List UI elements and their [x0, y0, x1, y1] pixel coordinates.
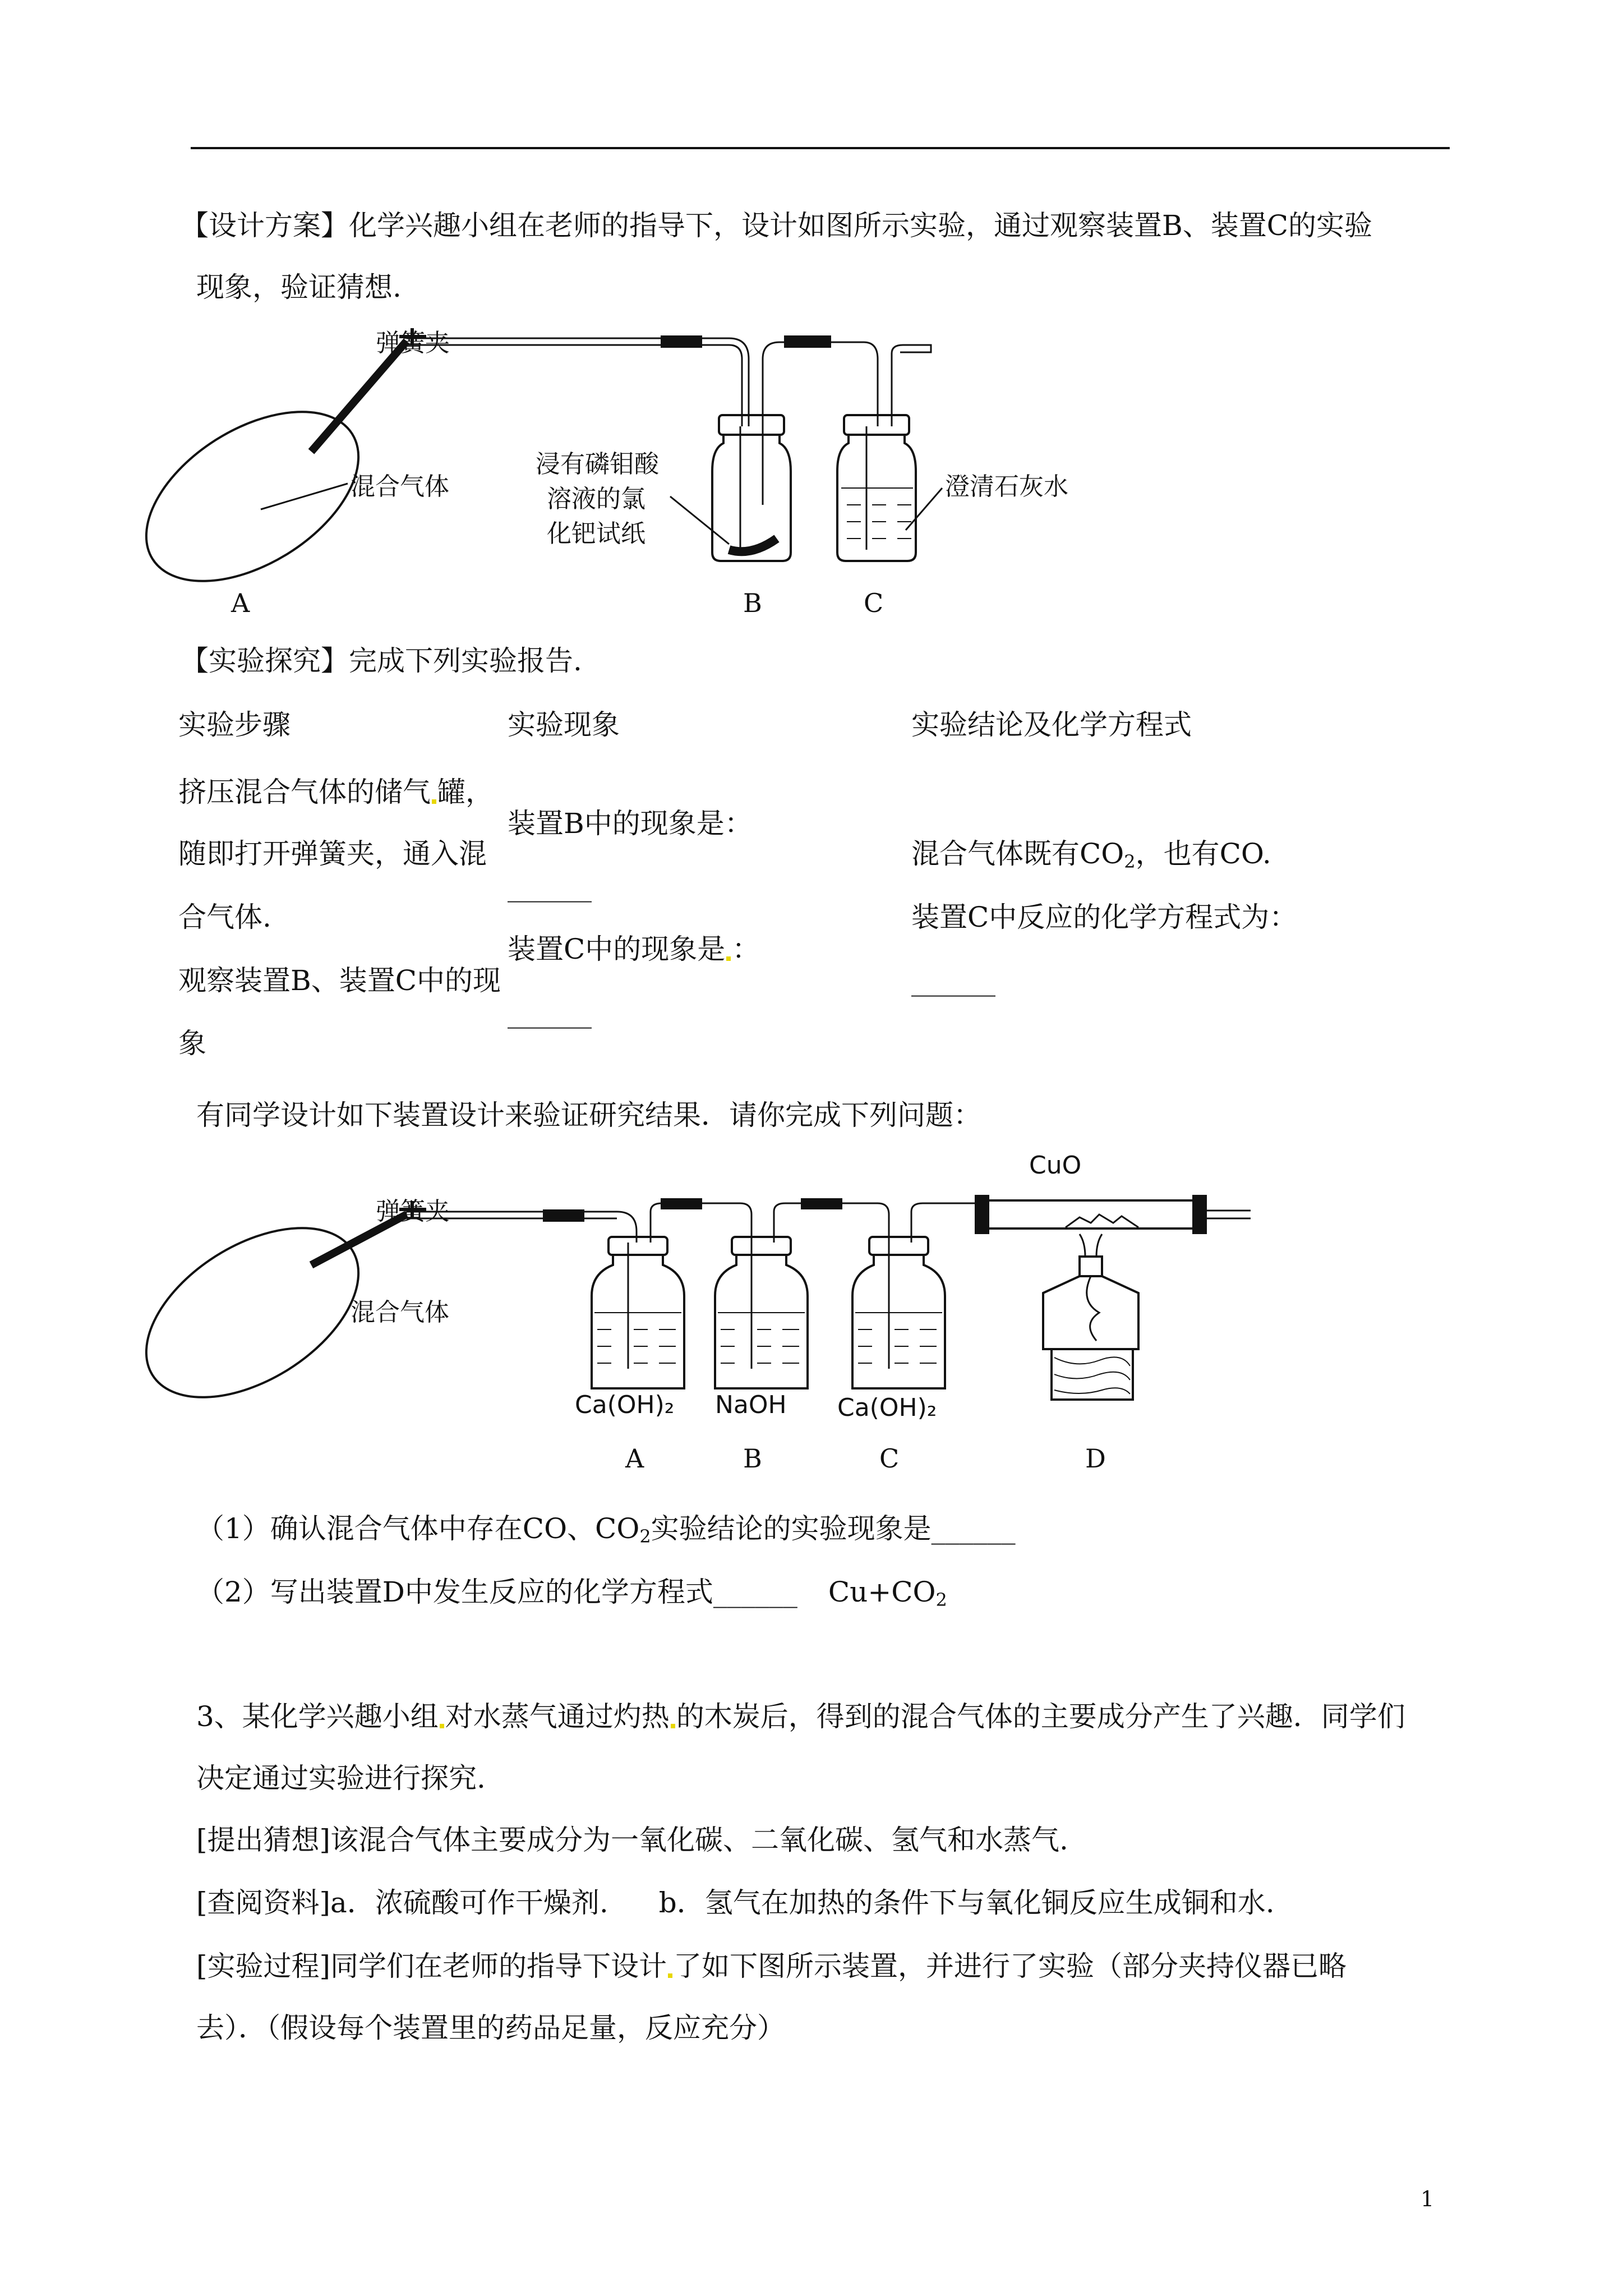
table-header-conclusion: 实验结论及化学方程式	[911, 708, 1192, 741]
fig1-mixed-gas-label: 混合气体	[351, 472, 449, 501]
fig1-limewater-label: 澄清石灰水	[945, 472, 1068, 501]
conclusion-2: 装置C中反应的化学方程式为：	[911, 901, 1298, 933]
fig1-letter-b: B	[743, 588, 762, 618]
fig2-reagent-b: NaOH	[715, 1391, 787, 1419]
fig2-mixed-gas-label: 混合气体	[351, 1298, 449, 1327]
fig2-letter-d: D	[1085, 1443, 1106, 1474]
step-line-3: 合气体.	[178, 901, 271, 933]
fig2-cuo-label: CuO	[1029, 1151, 1082, 1180]
conclusion-1: 混合气体既有$CO_2$，也有CO.	[911, 838, 1271, 872]
phenomenon-b: 装置B中的现象是：	[508, 807, 753, 840]
phenomenon-c-blank: ______	[508, 996, 592, 1029]
fig1-letter-c: C	[864, 588, 884, 618]
fig2-letter-b: B	[743, 1443, 762, 1474]
design-line-1: 【设计方案】化学兴趣小组在老师的指导下，设计如图所示实验，通过观察装置B、装置C的实验	[181, 209, 1372, 242]
design-line-2: 现象，验证猜想.	[196, 271, 402, 303]
problem3-line-5: [实验过程]同学们在老师的指导下设计 了如下图所示装置，并进行了实验（部分夹持仪器已略	[196, 1950, 1347, 1982]
question-1: （1）确认混合气体中存在CO、$CO_2$实验结论的实验现象是______	[196, 1512, 1016, 1547]
fig1-letter-a: A	[231, 588, 250, 618]
fig2-spring-clip-label: 弹簧夹	[376, 1197, 450, 1226]
problem3-line-2: 决定通过实验进行探究.	[196, 1762, 486, 1795]
page-number: 1	[1421, 2187, 1435, 2211]
fig2-reagent-a: Ca(OH)₂	[575, 1391, 675, 1419]
conclusion-blank: ______	[911, 964, 995, 997]
step-line-5: 象	[178, 1027, 206, 1060]
fig2-reagent-c: Ca(OH)₂	[837, 1393, 937, 1422]
explore-heading: 【实验探究】完成下列实验报告.	[181, 645, 582, 677]
phenomenon-b-blank: ______	[508, 870, 592, 903]
table-header-phenomenon: 实验现象	[508, 708, 620, 741]
fig1-paper-label-3: 化钯试纸	[547, 519, 645, 548]
step-line-4: 观察装置B、装置C中的现	[178, 964, 501, 997]
step-line-2: 随即打开弹簧夹，通入混	[178, 838, 487, 870]
step-line-1: 挤压混合气体的储气 罐，	[178, 776, 494, 808]
problem3-line-3: [提出猜想]该混合气体主要成分为一氧化碳、二氧化碳、氢气和水蒸气.	[196, 1824, 1068, 1856]
fig1-paper-label-2: 溶液的氯	[547, 485, 645, 513]
fig1-spring-clip-label: 弹簧夹	[376, 329, 450, 357]
table-header-steps: 实验步骤	[178, 708, 291, 741]
problem3-line-6: 去）．（假设每个装置里的药品足量，反应充分）	[196, 2012, 785, 2044]
fig2-letter-c: C	[879, 1443, 900, 1474]
intro-2: 有同学设计如下装置设计来验证研究结果．请你完成下列问题：	[196, 1099, 981, 1131]
problem3-line-1: 3、某化学兴趣小组 对水蒸气通过灼热 的木炭后，得到的混合气体的主要成分产生了兴趣．同学们	[196, 1700, 1405, 1733]
fig1-paper-label-1: 浸有磷钼酸	[536, 450, 659, 478]
question-2: （2）写出装置D中发生反应的化学方程式______ $Cu+CO_2$	[196, 1576, 947, 1611]
phenomenon-c: 装置C中的现象是 ：	[508, 933, 760, 965]
fig2-letter-a: A	[625, 1443, 644, 1474]
problem3-line-4: [查阅资料]a．浓硫酸可作干燥剂. b．氢气在加热的条件下与氧化铜反应生成铜和水.	[196, 1887, 1275, 1919]
